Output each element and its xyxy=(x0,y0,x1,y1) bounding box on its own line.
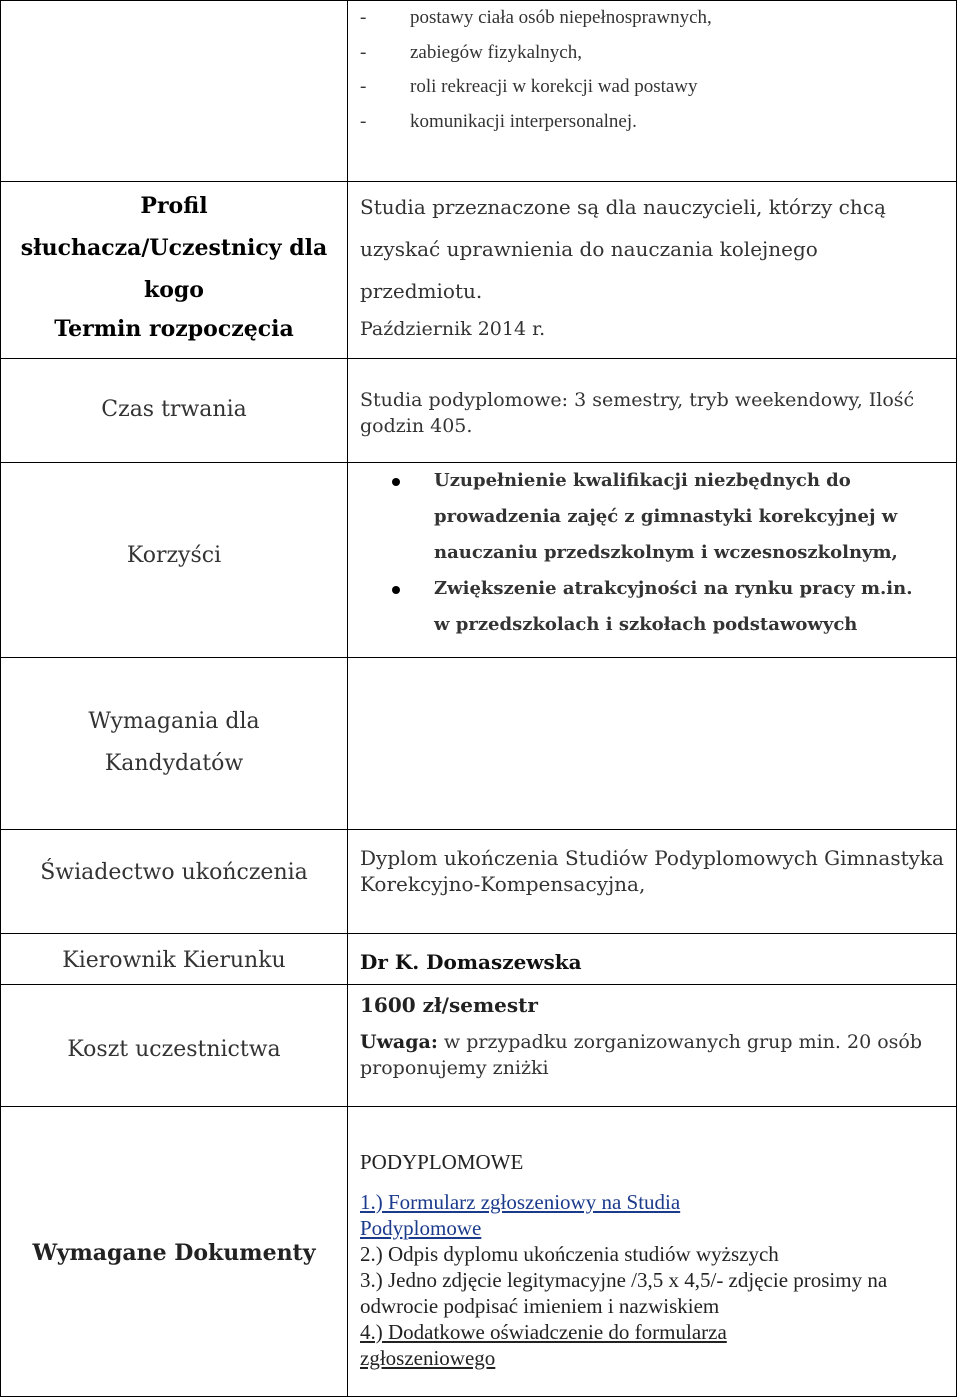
czas-value-cell xyxy=(348,358,957,462)
list-item: - komunikacji interpersonalnej. xyxy=(360,110,637,132)
list-item-continuation: nauczaniu przedszkolnym i wczesnoszkolnym, xyxy=(434,541,898,563)
list-item: 3.) Jedno zdjęcie legitymacyjne /3,5 x 4,5/- zdjęcie prosimy na odwrocie podpisać imieniem i nazwiskiem xyxy=(360,1267,888,1318)
czas-label-cell xyxy=(1,358,348,462)
termin-label-cell xyxy=(1,312,348,358)
wymagania-value-cell xyxy=(348,657,957,829)
list-item: 2.) Odpis dyplomu ukończenia studiów wyższych xyxy=(360,1241,779,1266)
benefits-list xyxy=(348,463,956,643)
list-item: - postawy ciała osób niepełnosprawnych, xyxy=(360,7,712,28)
wymagania-label-cell xyxy=(1,657,348,829)
bullet-icon xyxy=(392,586,400,594)
empty-cell xyxy=(1,1,348,182)
kierownik-label-cell xyxy=(1,933,348,984)
program-topics-cell xyxy=(348,1,957,182)
profil-value-cell xyxy=(348,182,957,313)
bullet-icon xyxy=(392,478,400,486)
koszt-value-cell xyxy=(348,984,957,1106)
swiadectwo-label-cell xyxy=(1,829,348,933)
profil-label-cell xyxy=(1,182,348,313)
swiadectwo-label: Świadectwo ukończenia xyxy=(40,860,308,885)
topics-list xyxy=(348,1,956,139)
documents-list xyxy=(348,1107,956,1371)
kierownik-label: Kierownik Kierunku xyxy=(62,947,286,973)
czas-label: Czas trwania xyxy=(101,397,247,422)
list-item: Uzupełnienie kwalifikacji niezbędnych do xyxy=(348,463,956,499)
korzysci-value-cell xyxy=(348,462,957,657)
swiadectwo-value: Dyplom ukończenia Studiów Podyplomowych Gimnastyka Korekcyjno-Kompensacyjna, xyxy=(360,846,944,896)
dokumenty-label: Wymagane Dokumenty xyxy=(32,1240,316,1266)
koszt-label-cell xyxy=(1,984,348,1106)
list-item: - roli rekreacji w korekcji wad postawy xyxy=(360,76,698,97)
declaration-link[interactable]: 4.) Dodatkowe oświadczenie do formularza zgłoszeniowego xyxy=(360,1319,727,1370)
termin-label: Termin rozpoczęcia xyxy=(54,315,294,342)
korzysci-label: Korzyści xyxy=(126,542,222,568)
koszt-note: Uwaga: w przypadku zorganizowanych grup min. 20 osób proponujemy zniżki xyxy=(360,1030,922,1079)
koszt-label: Koszt uczestnictwa xyxy=(67,1037,281,1062)
swiadectwo-value-cell xyxy=(348,829,957,933)
termin-value-cell xyxy=(348,312,957,358)
profil-value: Studia przeznaczone są dla nauczycieli, którzy chcą uzyskać uprawnienia do nauczania kolejnego przedmiotu. xyxy=(360,195,886,303)
wymagania-label: Wymagania dla Kandydatów xyxy=(88,709,260,776)
kierownik-value: Dr K. Domaszewska xyxy=(360,949,582,974)
koszt-price: 1600 zł/semestr xyxy=(360,992,538,1017)
list-item: Zwiększenie atrakcyjności na rynku pracy m.in. xyxy=(348,571,956,607)
list-item: - zabiegów fizykalnych, xyxy=(360,41,582,63)
termin-value: Październik 2014 r. xyxy=(360,317,546,340)
profil-label: Profil słuchacza/Uczestnicy dla kogo xyxy=(20,193,328,303)
application-form-link[interactable]: 1.) Formularz zgłoszeniowy na Studia Podyplomowe xyxy=(360,1189,681,1240)
dokumenty-label-cell xyxy=(1,1106,348,1396)
documents-heading: PODYPLOMOWE xyxy=(360,1149,524,1174)
list-item-continuation: w przedszkolach i szkołach podstawowych xyxy=(434,613,858,635)
kierownik-value-cell xyxy=(348,933,957,984)
czas-value: Studia podyplomowe: 3 semestry, tryb weekendowy, Ilość godzin 405. xyxy=(360,389,915,437)
dokumenty-value-cell xyxy=(348,1106,957,1396)
korzysci-label-cell xyxy=(1,462,348,657)
list-item-continuation: prowadzenia zajęć z gimnastyki korekcyjnej w xyxy=(434,505,898,527)
